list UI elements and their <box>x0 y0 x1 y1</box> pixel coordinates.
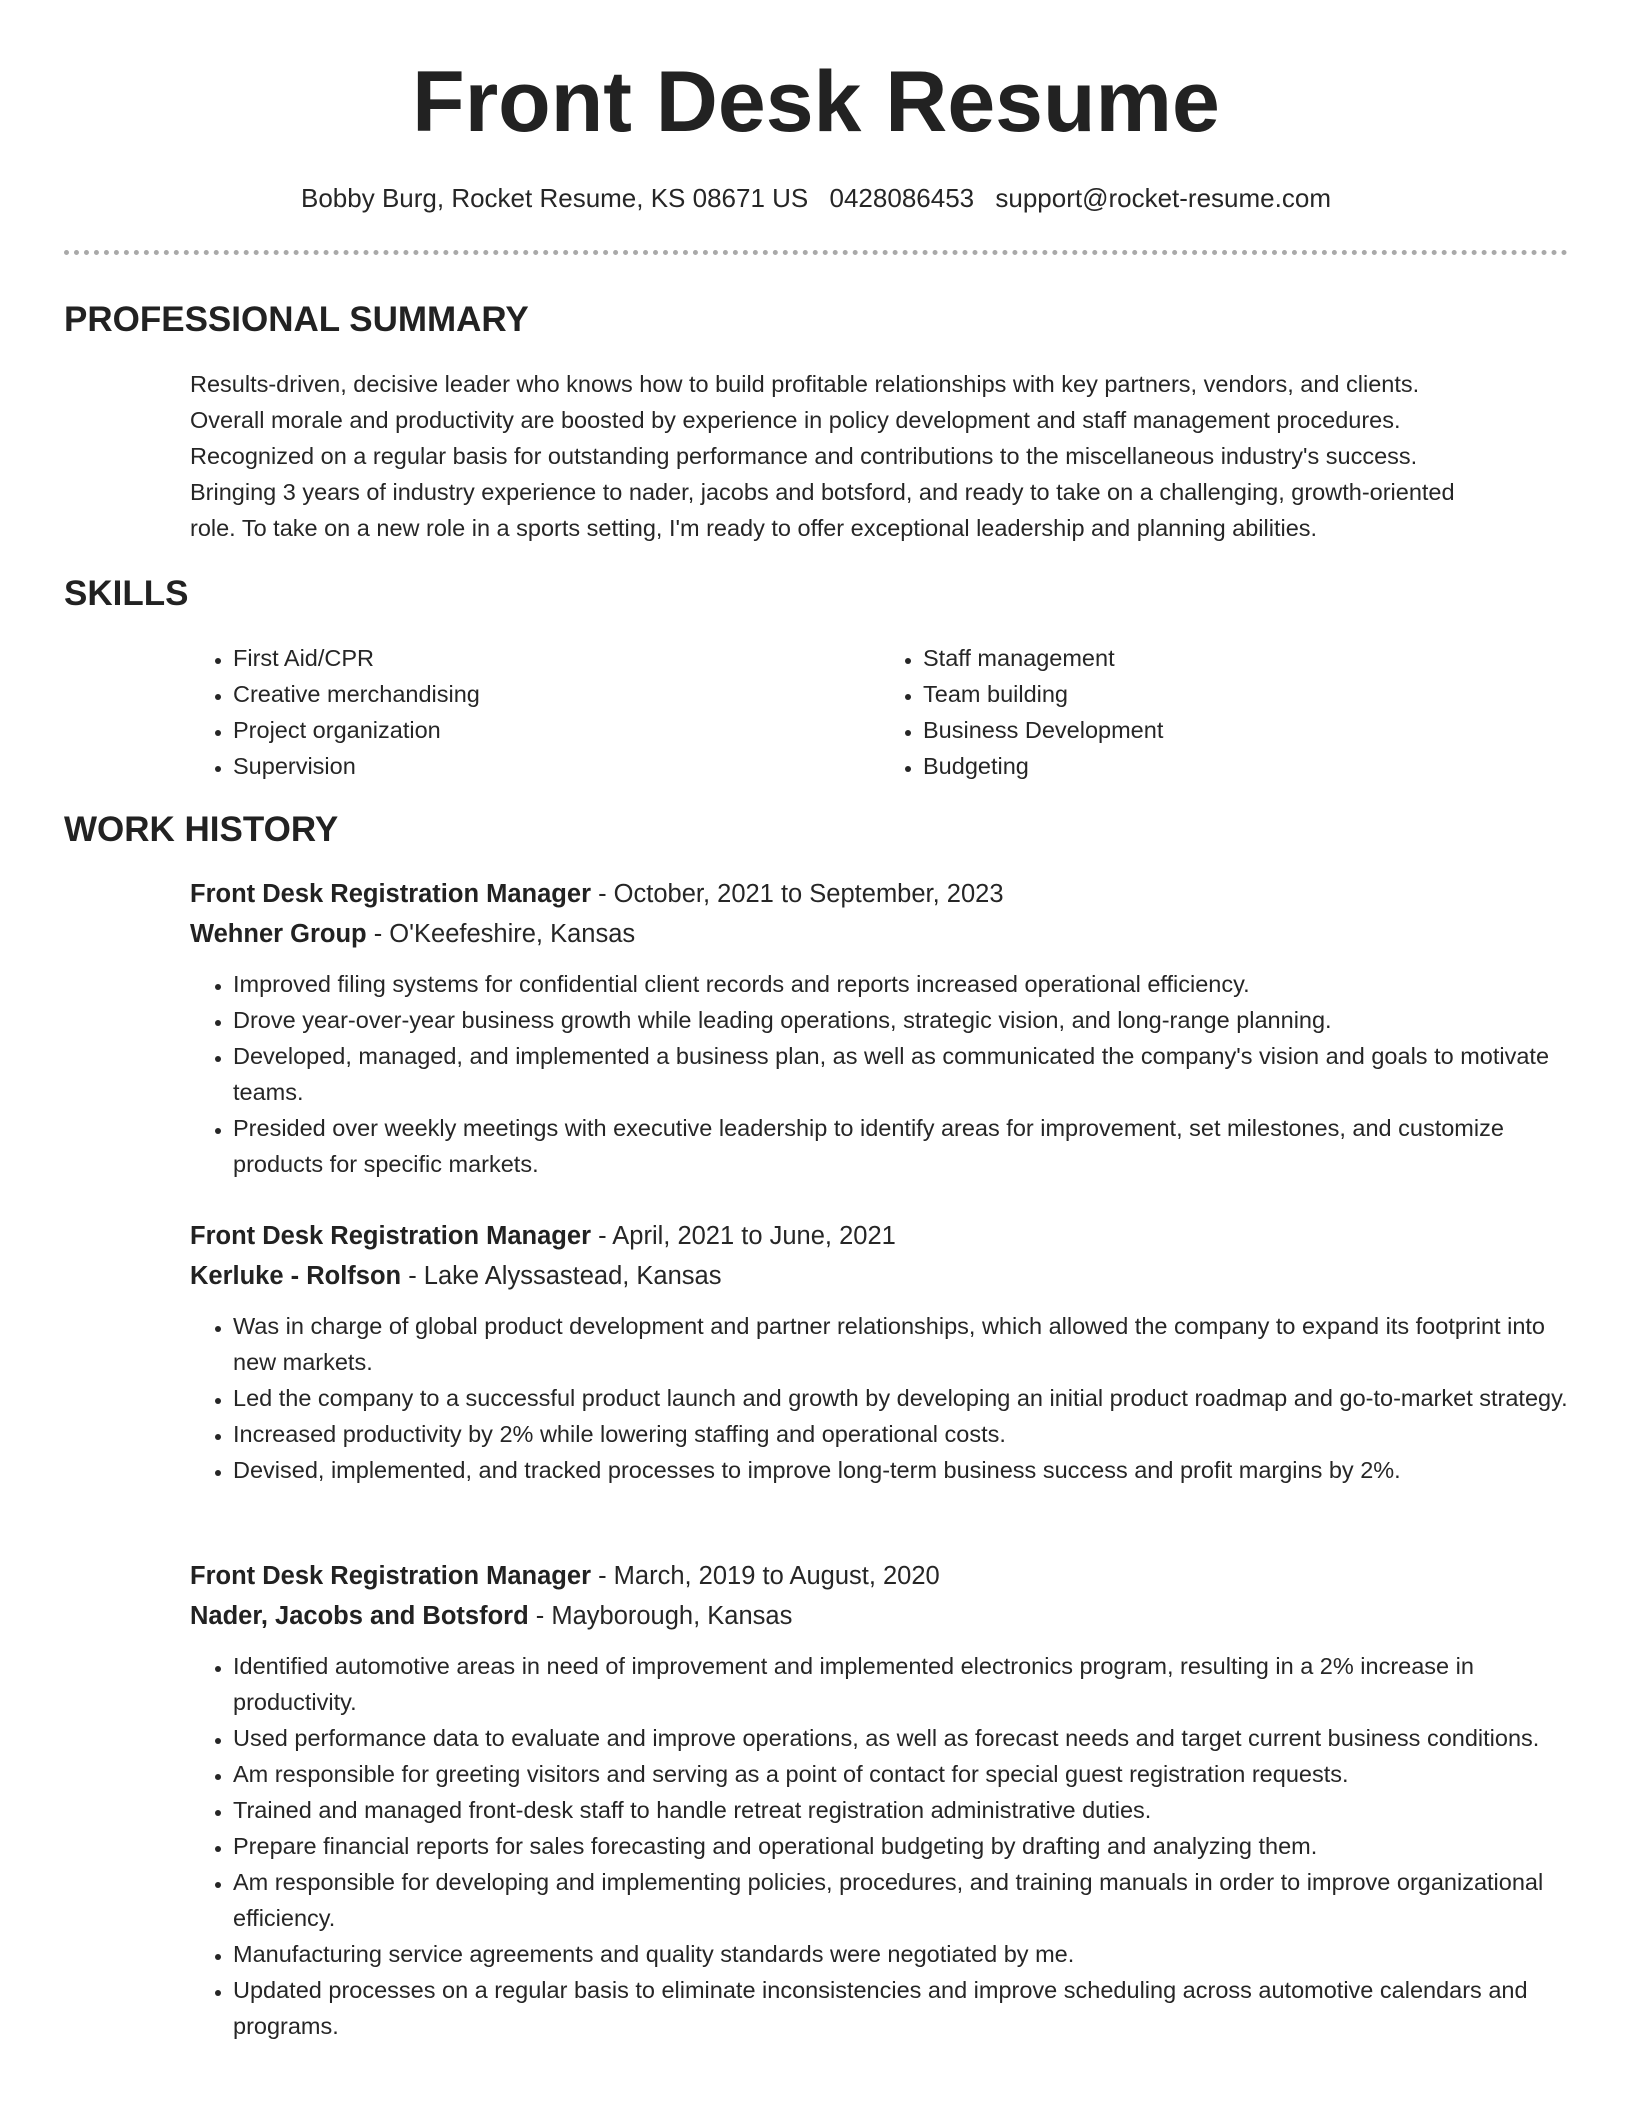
resume-title: Front Desk Resume <box>412 54 1220 150</box>
skill-item: • Team building <box>923 676 1570 712</box>
skill-item: • Business Development <box>923 712 1570 748</box>
job-bullets <box>190 966 1570 1182</box>
job-title: Front Desk Registration Manager <box>190 880 591 908</box>
job-title-line <box>190 1216 1570 1256</box>
job-bullet: • Manufacturing service agreements and quality standards were negotiated by me. <box>233 1936 1570 1972</box>
job-entry <box>190 1216 1570 1488</box>
job-company: Nader, Jacobs and Botsford <box>190 1602 529 1630</box>
skills-list <box>190 640 1570 784</box>
job-bullet: • Developed, managed, and implemented a business plan, as well as communicated the company's vision and goals to motivate teams. <box>233 1038 1570 1110</box>
skill-item: • Creative merchandising <box>233 676 880 712</box>
job-bullet: • Am responsible for developing and implementing policies, procedures, and training manuals in order to improve organizational efficiency. <box>233 1864 1570 1936</box>
job-company-line <box>190 914 1570 954</box>
job-location: - Mayborough, Kansas <box>535 1602 793 1630</box>
job-bullet: • Increased productivity by 2% while lowering staffing and operational costs. <box>233 1416 1570 1452</box>
job-company: Kerluke - Rolfson <box>190 1262 402 1290</box>
contact-email: support@rocket-resume.com <box>995 183 1331 213</box>
job-bullet: • Updated processes on a regular basis to eliminate inconsistencies and improve scheduling across automotive calendars and programs. <box>233 1972 1570 2044</box>
skill-item: • Project organization <box>233 712 880 748</box>
job-bullet: • Devised, implemented, and tracked processes to improve long-term business success and profit margins by 2%. <box>233 1452 1570 1488</box>
job-bullet: • Used performance data to evaluate and improve operations, as well as forecast needs and target current business conditions. <box>233 1720 1570 1756</box>
header-divider <box>64 250 1568 255</box>
skill-item: • Budgeting <box>923 748 1570 784</box>
job-bullet: • Identified automotive areas in need of improvement and implemented electronics program, resulting in a 2% increase in productivity. <box>233 1648 1570 1720</box>
job-bullet: • Led the company to a successful product launch and growth by developing an initial product roadmap and go-to-market strategy. <box>233 1380 1570 1416</box>
job-bullets <box>190 1648 1570 2044</box>
job-company-line <box>190 1256 1570 1296</box>
job-bullets <box>190 1308 1570 1488</box>
work-heading: WORK HISTORY <box>64 810 339 849</box>
summary-line: Bringing 3 years of industry experience to nader, jacobs and botsford, and ready to take on a challenging, growth-oriented <box>190 479 1455 505</box>
summary-line: role. To take on a new role in a sports setting, I'm ready to offer exceptional leadership and planning abilities. <box>190 515 1318 541</box>
skills-column-right <box>880 640 1570 784</box>
job-dates: - October, 2021 to September, 2023 <box>598 880 1004 908</box>
summary-line: Overall morale and productivity are boosted by experience in policy development and staff management procedures. <box>190 407 1401 433</box>
job-location: - Lake Alyssastead, Kansas <box>408 1262 722 1290</box>
contact-line <box>0 180 1632 216</box>
job-bullet: • Prepare financial reports for sales forecasting and operational budgeting by drafting and analyzing them. <box>233 1828 1570 1864</box>
job-location: - O'Keefeshire, Kansas <box>373 920 636 948</box>
skill-item: • Supervision <box>233 748 880 784</box>
skill-item: • Staff management <box>923 640 1570 676</box>
job-company-line <box>190 1596 1570 1636</box>
contact-address: Bobby Burg, Rocket Resume, KS 08671 US <box>301 183 809 213</box>
summary-line: Recognized on a regular basis for outstanding performance and contributions to the miscellaneous industry's success. <box>190 443 1418 469</box>
contact-phone: 0428086453 <box>829 183 975 213</box>
job-bullet: • Improved filing systems for confidential client records and reports increased operational efficiency. <box>233 966 1570 1002</box>
job-bullet: • Trained and managed front-desk staff to handle retreat registration administrative duties. <box>233 1792 1570 1828</box>
job-title-line <box>190 1556 1570 1596</box>
job-entry <box>190 1556 1570 2044</box>
job-bullet: • Drove year-over-year business growth while leading operations, strategic vision, and long-range planning. <box>233 1002 1570 1038</box>
job-entry <box>190 874 1570 1182</box>
skills-heading: SKILLS <box>64 574 189 613</box>
summary-text <box>190 366 1570 546</box>
job-bullet: • Was in charge of global product development and partner relationships, which allowed the company to expand its footprint into new markets. <box>233 1308 1570 1380</box>
job-dates: - March, 2019 to August, 2020 <box>598 1562 940 1590</box>
job-title: Front Desk Registration Manager <box>190 1562 591 1590</box>
skill-item: • First Aid/CPR <box>233 640 880 676</box>
skills-column-left <box>190 640 880 784</box>
summary-line: Results-driven, decisive leader who knows how to build profitable relationships with key partners, vendors, and clients. <box>190 371 1420 397</box>
job-company: Wehner Group <box>190 920 367 948</box>
job-title-line <box>190 874 1570 914</box>
job-bullet: • Presided over weekly meetings with executive leadership to identify areas for improvement, set milestones, and customize products for specific markets. <box>233 1110 1570 1182</box>
summary-heading: PROFESSIONAL SUMMARY <box>64 300 529 339</box>
job-bullet: • Am responsible for greeting visitors and serving as a point of contact for special guest registration requests. <box>233 1756 1570 1792</box>
job-title: Front Desk Registration Manager <box>190 1222 591 1250</box>
job-dates: - April, 2021 to June, 2021 <box>598 1222 896 1250</box>
